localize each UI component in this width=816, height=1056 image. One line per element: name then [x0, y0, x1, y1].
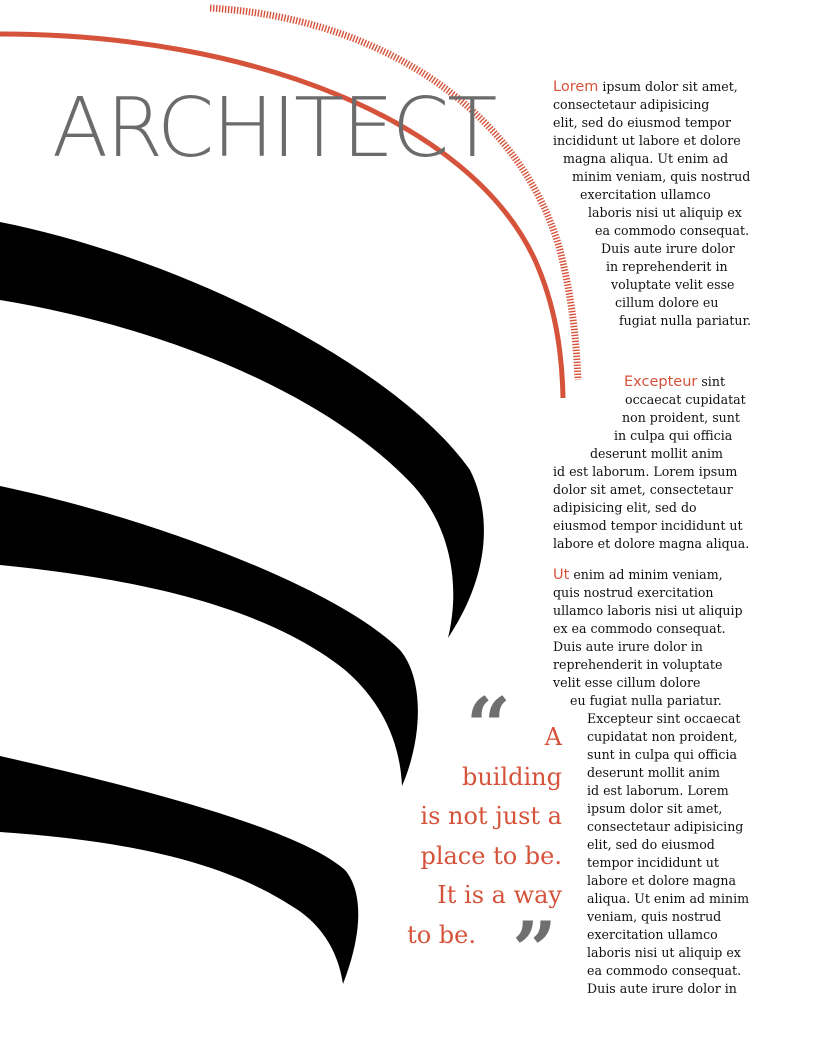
- pull-quote: [407, 718, 562, 955]
- p2-line: non proident, sunt: [622, 410, 740, 425]
- p2-lead: Excepteur: [624, 374, 698, 390]
- quote-line: place to be.: [420, 841, 562, 870]
- p1-line: fugiat nulla pariatur.: [619, 313, 752, 328]
- page-title: ARCHITECT: [52, 81, 496, 176]
- p3-line: aliqua. Ut enim ad minim: [587, 891, 750, 906]
- p3-line: tempor incididunt ut: [587, 855, 719, 870]
- p2-line: in culpa qui officia: [614, 428, 733, 443]
- p3-line: quis nostrud exercitation: [553, 585, 714, 600]
- p1-line: exercitation ullamco: [580, 187, 711, 202]
- p3-line: id est laborum. Lorem: [587, 783, 729, 798]
- p1-line: Lorem ipsum dolor sit amet,: [553, 79, 738, 95]
- p2-line: Excepteur sint: [624, 374, 726, 390]
- close-quote-mark: ”: [512, 905, 557, 996]
- p1-line: Duis aute irure dolor: [601, 241, 735, 256]
- quote-line: to be.: [407, 920, 476, 949]
- p3-line: ullamco laboris nisi ut aliquip: [553, 603, 743, 618]
- p2-line: deserunt mollit anim: [590, 446, 723, 461]
- p1-line: laboris nisi ut aliquip ex: [588, 205, 742, 220]
- p1-line: incididunt ut labore et dolore: [553, 133, 741, 148]
- p3-line: Ut enim ad minim veniam,: [553, 567, 723, 583]
- p3-line: consectetaur adipisicing: [587, 819, 744, 834]
- p1-line: in reprehenderit in: [606, 259, 728, 274]
- p1-line: cillum dolore eu: [615, 295, 719, 310]
- p1-line: minim veniam, quis nostrud: [572, 169, 751, 184]
- p3-line: deserunt mollit anim: [587, 765, 720, 780]
- p3-line: exercitation ullamco: [587, 927, 718, 942]
- p3-line: velit esse cillum dolore: [553, 675, 701, 690]
- p1-line: magna aliqua. Ut enim ad: [563, 151, 729, 166]
- p2-line: labore et dolore magna aliqua.: [553, 536, 750, 551]
- p3-line: laboris nisi ut aliquip ex: [587, 945, 741, 960]
- p2-line: occaecat cupidatat: [625, 392, 746, 407]
- p1-line: consectetaur adipisicing: [553, 97, 710, 112]
- p3-line: elit, sed do eiusmod: [587, 837, 715, 852]
- p3-line: labore et dolore magna: [587, 873, 737, 888]
- quote-line: building: [461, 762, 562, 791]
- p1-line: elit, sed do eiusmod tempor: [553, 115, 731, 130]
- open-quote-mark: “: [466, 681, 511, 772]
- p3-line: ipsum dolor sit amet,: [587, 801, 723, 816]
- p3-line: Excepteur sint occaecat: [587, 711, 741, 726]
- p3-line: ex ea commodo consequat.: [553, 621, 726, 636]
- p3-line: sunt in culpa qui officia: [587, 747, 738, 762]
- quote-line: is not just a: [420, 802, 562, 830]
- p3-line: eu fugiat nulla pariatur.: [570, 693, 722, 708]
- p1-line: ea commodo consequat.: [595, 223, 750, 238]
- black-stripe-2: [0, 486, 418, 786]
- p2-line: adipisicing elit, sed do: [553, 500, 697, 515]
- p3-lead: Ut: [553, 567, 570, 583]
- p3-line: ea commodo consequat.: [587, 963, 742, 978]
- p2-line: id est laborum. Lorem ipsum: [553, 464, 738, 479]
- p3-line: cupidatat non proident,: [587, 729, 738, 744]
- p3-line: Duis aute irure dolor in: [553, 639, 703, 654]
- quote-line: A: [544, 723, 562, 751]
- black-stripe-3: [0, 756, 358, 984]
- p2-line: dolor sit amet, consectetaur: [553, 482, 733, 497]
- p1-line: voluptate velit esse: [611, 277, 735, 292]
- p1-lead: Lorem: [553, 79, 599, 95]
- p3-line: veniam, quis nostrud: [587, 909, 722, 924]
- p2-line: eiusmod tempor incididunt ut: [553, 518, 743, 533]
- p3-line: Duis aute irure dolor in: [587, 981, 737, 996]
- quote-line: It is a way: [437, 881, 562, 909]
- p3-line: reprehenderit in voluptate: [553, 657, 723, 672]
